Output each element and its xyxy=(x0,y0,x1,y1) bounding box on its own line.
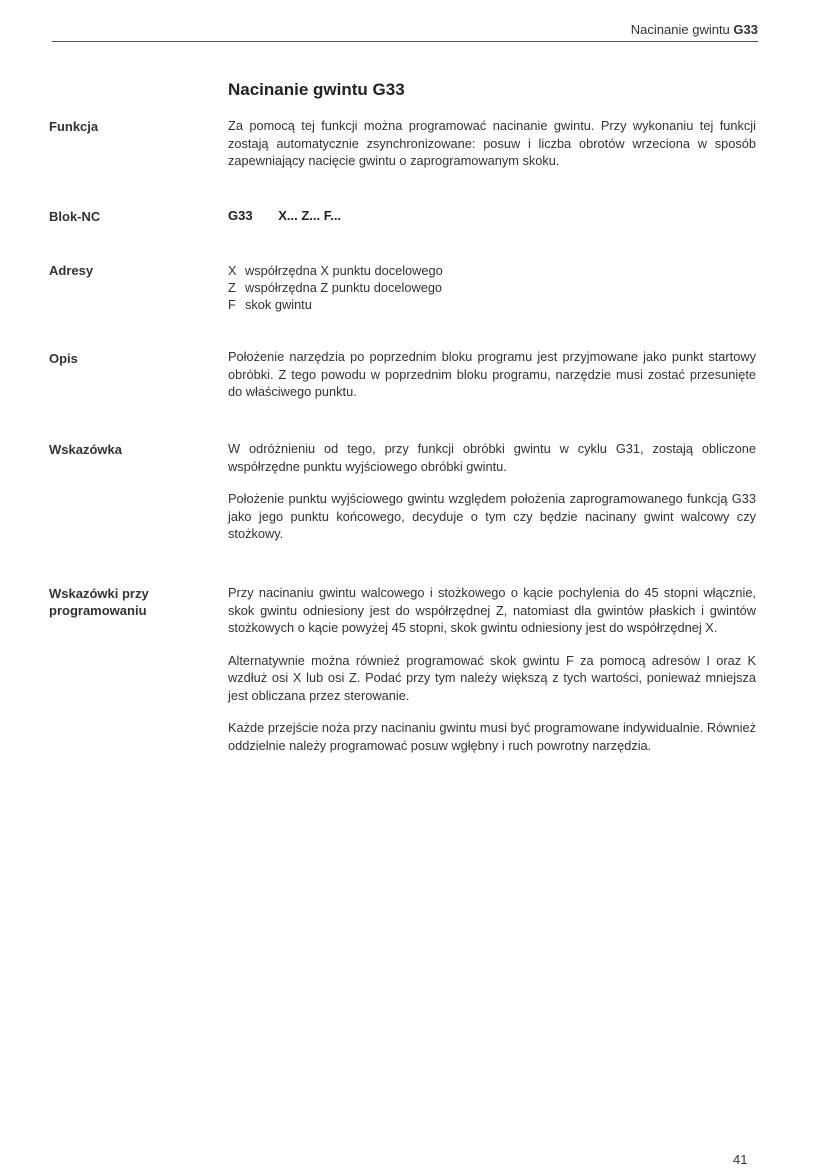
label-funkcja: Funkcja xyxy=(49,119,99,134)
label-opis: Opis xyxy=(49,351,78,366)
address-desc: współrzędna Z punktu docelowego xyxy=(245,280,443,295)
label-blok-nc: Blok-NC xyxy=(49,209,101,224)
running-header-code: G33 xyxy=(733,22,758,37)
programowanie-paragraph: Przy nacinaniu gwintu walcowego i stożkowego o kącie pochylenia do 45 stopni włącznie, skok gwintu odniesiony jest do współrzędnej Z, natomiast dla gwintów płaskich i gwintów stożkowych o kącie powyżej 45 stopni, skok gwintu odniesiony jest do współrzędnej X. xyxy=(228,585,756,635)
nc-block-syntax xyxy=(228,208,341,223)
label-wskazowka: Wskazówka xyxy=(49,442,122,457)
label-wskazowki-programowanie xyxy=(49,585,149,619)
label-line: Wskazówki przy xyxy=(49,586,149,601)
page-title: Nacinanie gwintu G33 xyxy=(228,80,405,99)
section-wskazowki-programowanie xyxy=(228,584,756,769)
programowanie-paragraph: Alternatywnie można również programować skok gwintu F za pomocą adresów I oraz K wzdłuż osi X lub osi Z. Podać przy tym należy większą z tych wartości, ponieważ mniejsza jest obliczana przez sterowanie. xyxy=(228,652,756,703)
nc-code: G33 xyxy=(228,208,253,223)
address-item xyxy=(228,296,443,313)
wskazowka-paragraph: W odróżnieniu od tego, przy funkcji obróbki gwintu w cyklu G31, zostają obliczone współrzędne punktu wyjściowego obróbki gwintu. xyxy=(228,441,756,474)
wskazowka-paragraph: Położenie punktu wyjściowego gwintu względem położenia zaprogramowanego funkcją G33 jako jego punktu końcowego, decyduje o tym czy będzie nacinany gwint walcowy czy stożkowy. xyxy=(228,491,756,541)
running-header xyxy=(631,22,758,37)
label-line: programowaniu xyxy=(49,603,147,618)
funkcja-text: Za pomocą tej funkcji można programować nacinanie gwintu. Przy wykonaniu tej funkcji zostają automatycznie zsynchronizowane: posuw i liczba obrotów wrzeciona w sposób zapewniający nacięcie gwintu o zaprogramowanym skoku. xyxy=(228,118,756,168)
address-item xyxy=(228,262,443,279)
page-number: 41 xyxy=(733,1152,748,1167)
label-adresy: Adresy xyxy=(49,263,94,278)
header-rule xyxy=(52,41,758,42)
address-key: F xyxy=(228,297,236,312)
section-funkcja xyxy=(228,117,756,185)
section-opis xyxy=(228,348,756,416)
running-header-text: Nacinanie gwintu xyxy=(630,22,730,37)
opis-text: Położenie narzędzia po poprzednim bloku programu jest przyjmowane jako punkt startowy obróbki. Z tego powodu w poprzednim bloku programu, narzędzie musi zostać przesunięte do właściwego punktu. xyxy=(228,349,756,399)
address-key: X xyxy=(228,263,237,278)
address-key: Z xyxy=(228,280,236,295)
nc-params: X... Z... F... xyxy=(278,208,342,223)
programowanie-paragraph: Każde przejście noża przy nacinaniu gwintu musi być programowane indywidualnie. Również oddzielnie należy programować posuw wgłębny i ruch powrotny narzędzia. xyxy=(228,720,756,753)
address-item xyxy=(228,279,443,296)
address-desc: współrzędna X punktu docelowego xyxy=(245,263,443,278)
address-list xyxy=(228,262,443,313)
section-wskazowka xyxy=(228,440,756,558)
address-desc: skok gwintu xyxy=(245,297,312,312)
